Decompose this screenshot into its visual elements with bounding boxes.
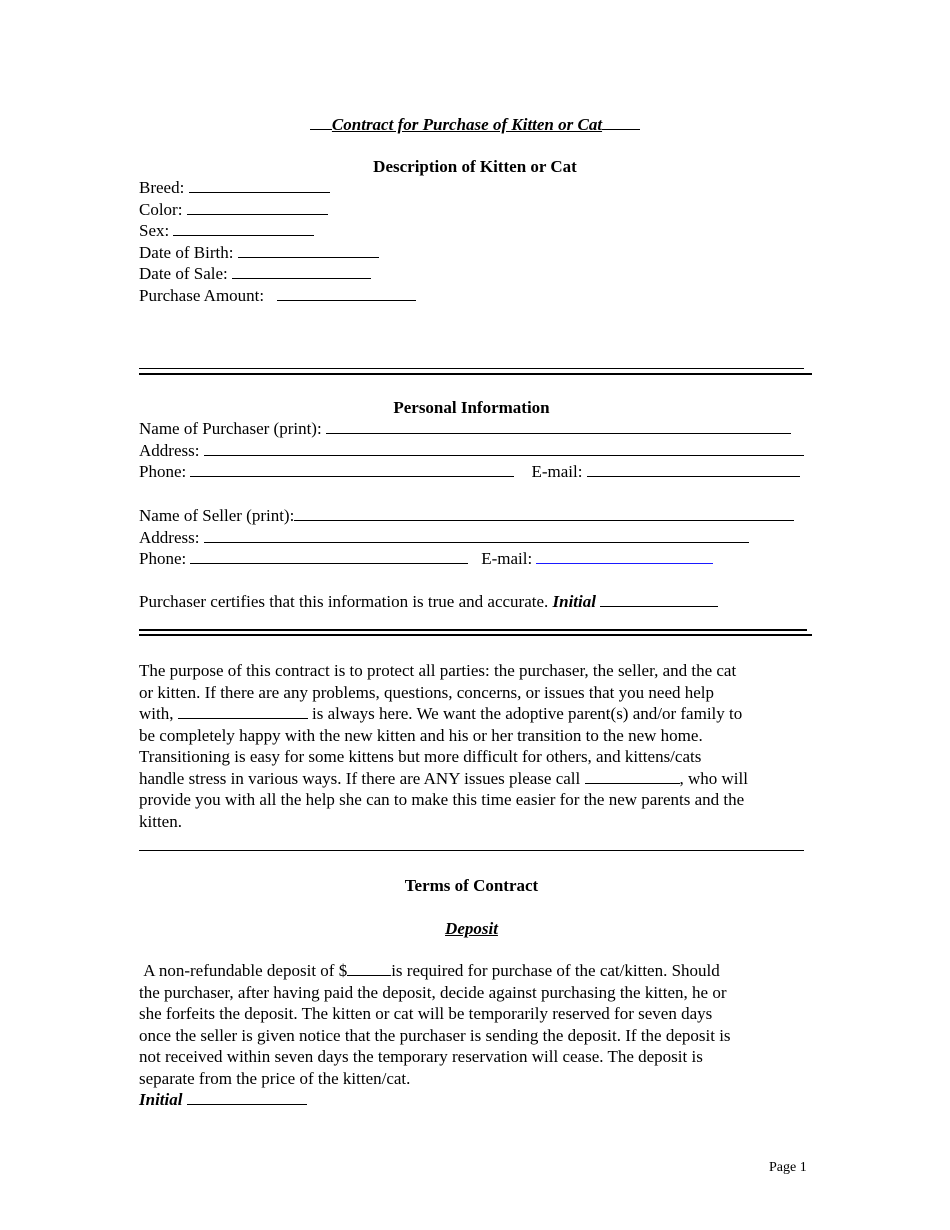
seller-address-input-line[interactable] — [204, 527, 749, 543]
purpose-line: or kitten. If there are any problems, questions, concerns, or issues that you need help — [139, 682, 715, 702]
date-of-sale-field[interactable] — [139, 263, 416, 285]
sex-label: Sex: — [139, 221, 170, 240]
certify-text: Purchaser certifies that this information is true and accurate. — [139, 592, 549, 611]
purpose-text: is always here. We want the adoptive parent(s) and/or family to — [311, 704, 743, 723]
breed-field[interactable] — [139, 177, 416, 199]
purpose-line: Transitioning is easy for some kittens but more difficult for others, and kittens/cats — [139, 747, 702, 766]
deposit-line: she forfeits the deposit. The kitten or cat will be temporarily reserved for seven days — [139, 1004, 713, 1023]
purchaser-name-label: Name of Purchaser (print): — [139, 419, 322, 438]
deposit-text: A non-refundable deposit of $ — [143, 961, 348, 980]
certify-row — [139, 591, 718, 613]
seller-address-field[interactable] — [139, 527, 811, 549]
deposit-initial-input-line[interactable] — [187, 1089, 307, 1105]
purchase-amount-input-line[interactable] — [277, 285, 416, 301]
dob-input-line[interactable] — [238, 242, 379, 258]
seller-phone-input-line[interactable] — [190, 548, 468, 564]
deposit-amount-blank[interactable] — [347, 960, 391, 976]
color-field[interactable] — [139, 199, 416, 221]
purchaser-phone-email-row — [139, 461, 811, 483]
seller-name-field[interactable] — [139, 505, 811, 527]
page-number: Page 1 — [769, 1160, 807, 1175]
purchaser-phone-label: Phone: — [139, 462, 187, 481]
terms-heading: Terms of Contract — [404, 876, 539, 895]
seller-address-label: Address: — [139, 527, 200, 547]
purpose-line — [139, 703, 809, 725]
purpose-line — [139, 768, 809, 790]
date-of-sale-label: Date of Sale: — [139, 264, 228, 283]
deposit-line: separate from the price of the kitten/cat. — [139, 1068, 411, 1088]
breed-label: Breed: — [139, 178, 185, 197]
double-separator-bottom — [139, 634, 812, 636]
purchase-amount-field[interactable] — [139, 285, 416, 307]
contract-title-wrap — [0, 114, 950, 136]
deposit-initial-label: Initial — [139, 1090, 183, 1109]
purchaser-phone-input-line[interactable] — [190, 461, 514, 477]
purpose-text: with, — [139, 704, 174, 723]
date-of-sale-input-line[interactable] — [232, 263, 371, 279]
breed-input-line[interactable] — [189, 177, 330, 193]
deposit-text: is required for purchase of the cat/kitten. Should — [391, 961, 720, 980]
deposit-line: once the seller is given notice that the purchaser is sending the deposit. If the deposit is — [139, 1025, 731, 1045]
seller-name-input-line[interactable] — [294, 505, 794, 521]
seller-phone-label: Phone: — [139, 549, 187, 568]
description-heading: Description of Kitten or Cat — [373, 157, 577, 176]
title-underline-right — [602, 114, 640, 130]
seller-phone-email-row — [139, 548, 811, 570]
color-label: Color: — [139, 199, 183, 219]
certify-initial-label: Initial — [552, 592, 596, 611]
dob-field[interactable] — [139, 242, 416, 264]
sex-field[interactable] — [139, 220, 416, 242]
purchaser-email-label: E-mail: — [531, 462, 583, 481]
purpose-text: , who will — [679, 768, 748, 788]
seller-email-label: E-mail: — [481, 549, 533, 568]
title-underline-left — [310, 114, 332, 130]
purchaser-address-label: Address: — [139, 440, 200, 460]
purchaser-email-input-line[interactable] — [587, 461, 800, 477]
sex-input-line[interactable] — [173, 220, 314, 236]
purchaser-address-field[interactable] — [139, 440, 811, 462]
deposit-subheading: Deposit — [445, 919, 498, 938]
personal-heading: Personal Information — [393, 398, 550, 417]
color-input-line[interactable] — [187, 199, 328, 215]
purpose-line: be completely happy with the new kitten and his or her transition to the new home. — [139, 725, 703, 745]
deposit-line: not received within seven days the temporary reservation will cease. The deposit is — [139, 1047, 703, 1066]
purpose-paragraph — [139, 660, 809, 832]
purchaser-name-input-line[interactable] — [326, 418, 791, 434]
separator-line — [139, 368, 804, 369]
certify-initial-input-line[interactable] — [600, 591, 718, 607]
dob-label: Date of Birth: — [139, 242, 234, 262]
deposit-line: the purchaser, after having paid the deposit, decide against purchasing the kitten, he or — [139, 982, 727, 1002]
seller-email-input-line[interactable] — [536, 548, 713, 564]
purpose-line: The purpose of this contract is to protect all parties: the purchaser, the seller, and the cat — [139, 661, 737, 680]
double-separator-top — [139, 629, 807, 631]
purpose-text: handle stress in various ways. If there are ANY issues please call — [139, 768, 581, 788]
seller-name-label: Name of Seller (print): — [139, 506, 295, 525]
deposit-line — [139, 960, 809, 982]
deposit-initial-row — [139, 1089, 809, 1111]
purchaser-name-field[interactable] — [139, 418, 811, 440]
contract-title: Contract for Purchase of Kitten or Cat — [331, 115, 603, 134]
seller-block — [139, 505, 811, 570]
contact-name-blank[interactable] — [585, 768, 680, 784]
purchaser-block — [139, 418, 811, 483]
description-fields — [139, 177, 416, 306]
purchase-amount-label: Purchase Amount: — [139, 285, 265, 305]
purpose-separator — [139, 850, 804, 851]
purpose-line: provide you with all the help she can to make this time easier for the new parents and the — [139, 790, 745, 809]
purchaser-address-input-line[interactable] — [204, 440, 804, 456]
purpose-line: kitten. — [139, 811, 182, 831]
helper-name-blank[interactable] — [178, 703, 308, 719]
deposit-paragraph — [139, 960, 809, 1111]
separator-line-thick — [139, 373, 812, 375]
